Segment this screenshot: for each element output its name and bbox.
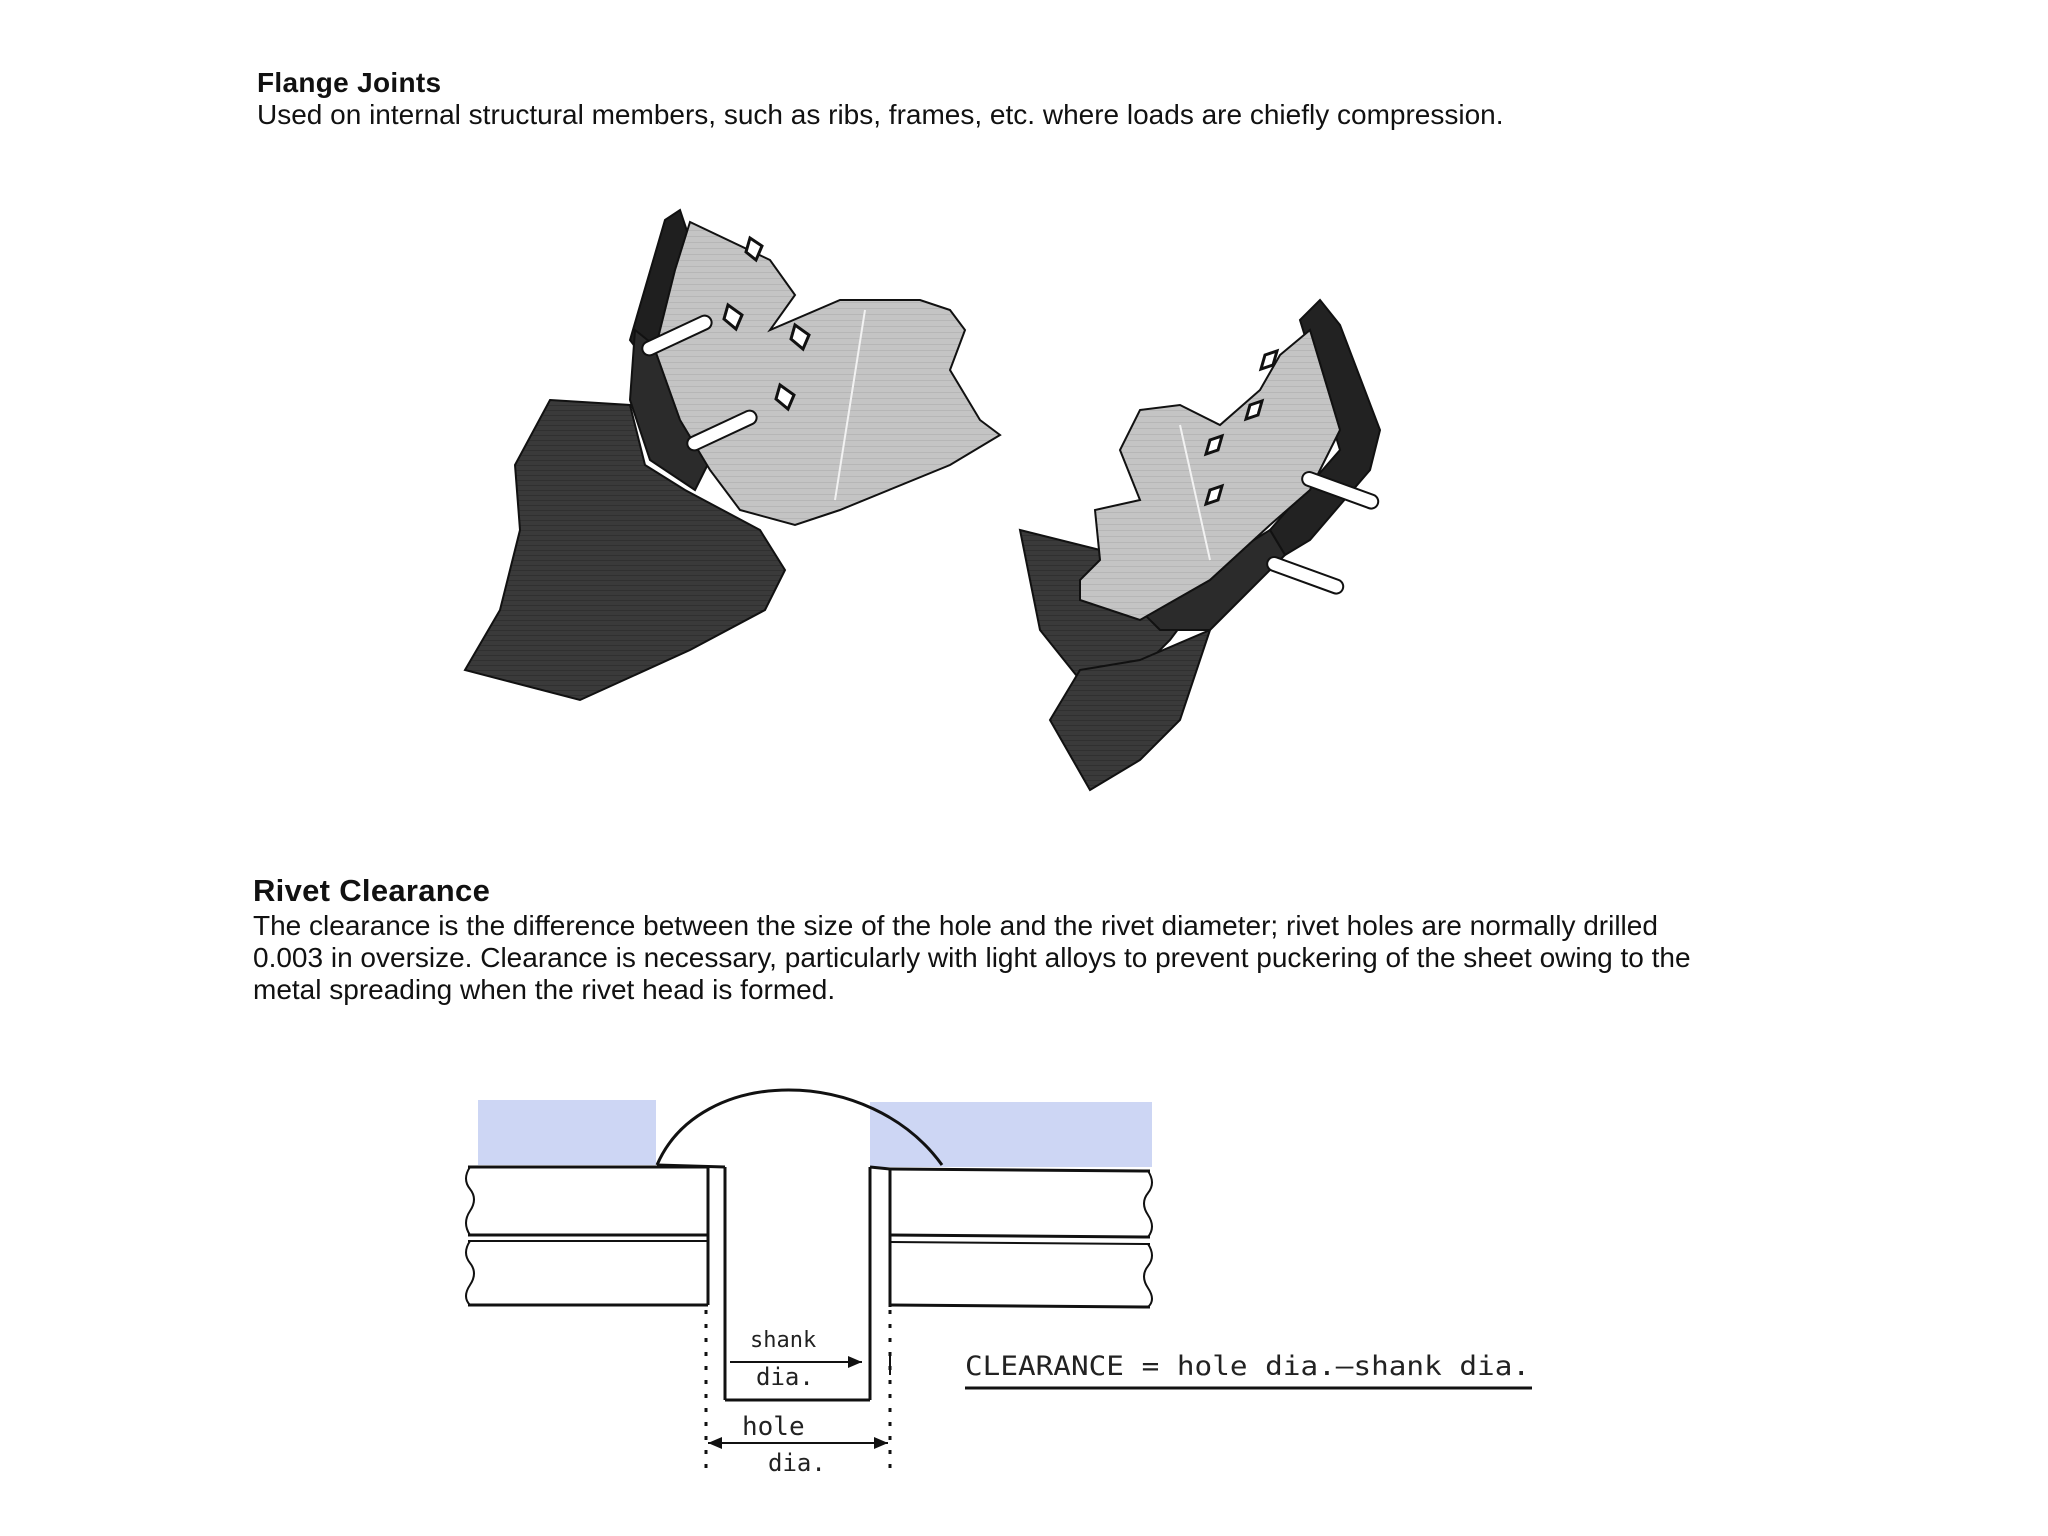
flange-joints-section bbox=[257, 66, 1757, 131]
rivet-clearance-drawing bbox=[450, 1055, 1550, 1525]
flange-joints-heading: Flange Joints bbox=[257, 67, 442, 98]
highlight-block-left bbox=[478, 1100, 656, 1165]
shank-label-line1: shank bbox=[750, 1328, 817, 1353]
rivet-clearance-diagram bbox=[450, 1055, 1550, 1525]
rivet-clearance-description: The clearance is the difference between the size of the hole and the rivet diameter; rivet holes are normally drilled 0.003 in oversize. Clearance is necessary, particularly with light alloys to prevent puckering of the sheet owing to the metal spreading when the rivet head is formed. bbox=[253, 910, 1691, 1005]
hole-label-line1: hole bbox=[742, 1412, 805, 1442]
sheets-left bbox=[466, 1167, 708, 1305]
flange-joints-illustration bbox=[440, 200, 1600, 850]
flange-joints-description: Used on internal structural members, such as ribs, frames, etc. where loads are chiefly compression. bbox=[257, 99, 1504, 130]
hole-label-line2: dia. bbox=[768, 1449, 826, 1477]
left-upper-plate bbox=[655, 222, 1000, 525]
shank-label-line2: dia. bbox=[756, 1363, 814, 1391]
sheets-right bbox=[890, 1169, 1152, 1307]
rivet-clearance-section bbox=[253, 872, 1753, 1006]
rivet-clearance-heading: Rivet Clearance bbox=[253, 873, 491, 908]
left-flange-joint bbox=[465, 210, 1000, 700]
clearance-formula: CLEARANCE = hole dia.—shank dia. bbox=[965, 1351, 1530, 1382]
flange-joints-drawing bbox=[440, 200, 1600, 850]
right-flange-joint bbox=[1020, 300, 1380, 790]
